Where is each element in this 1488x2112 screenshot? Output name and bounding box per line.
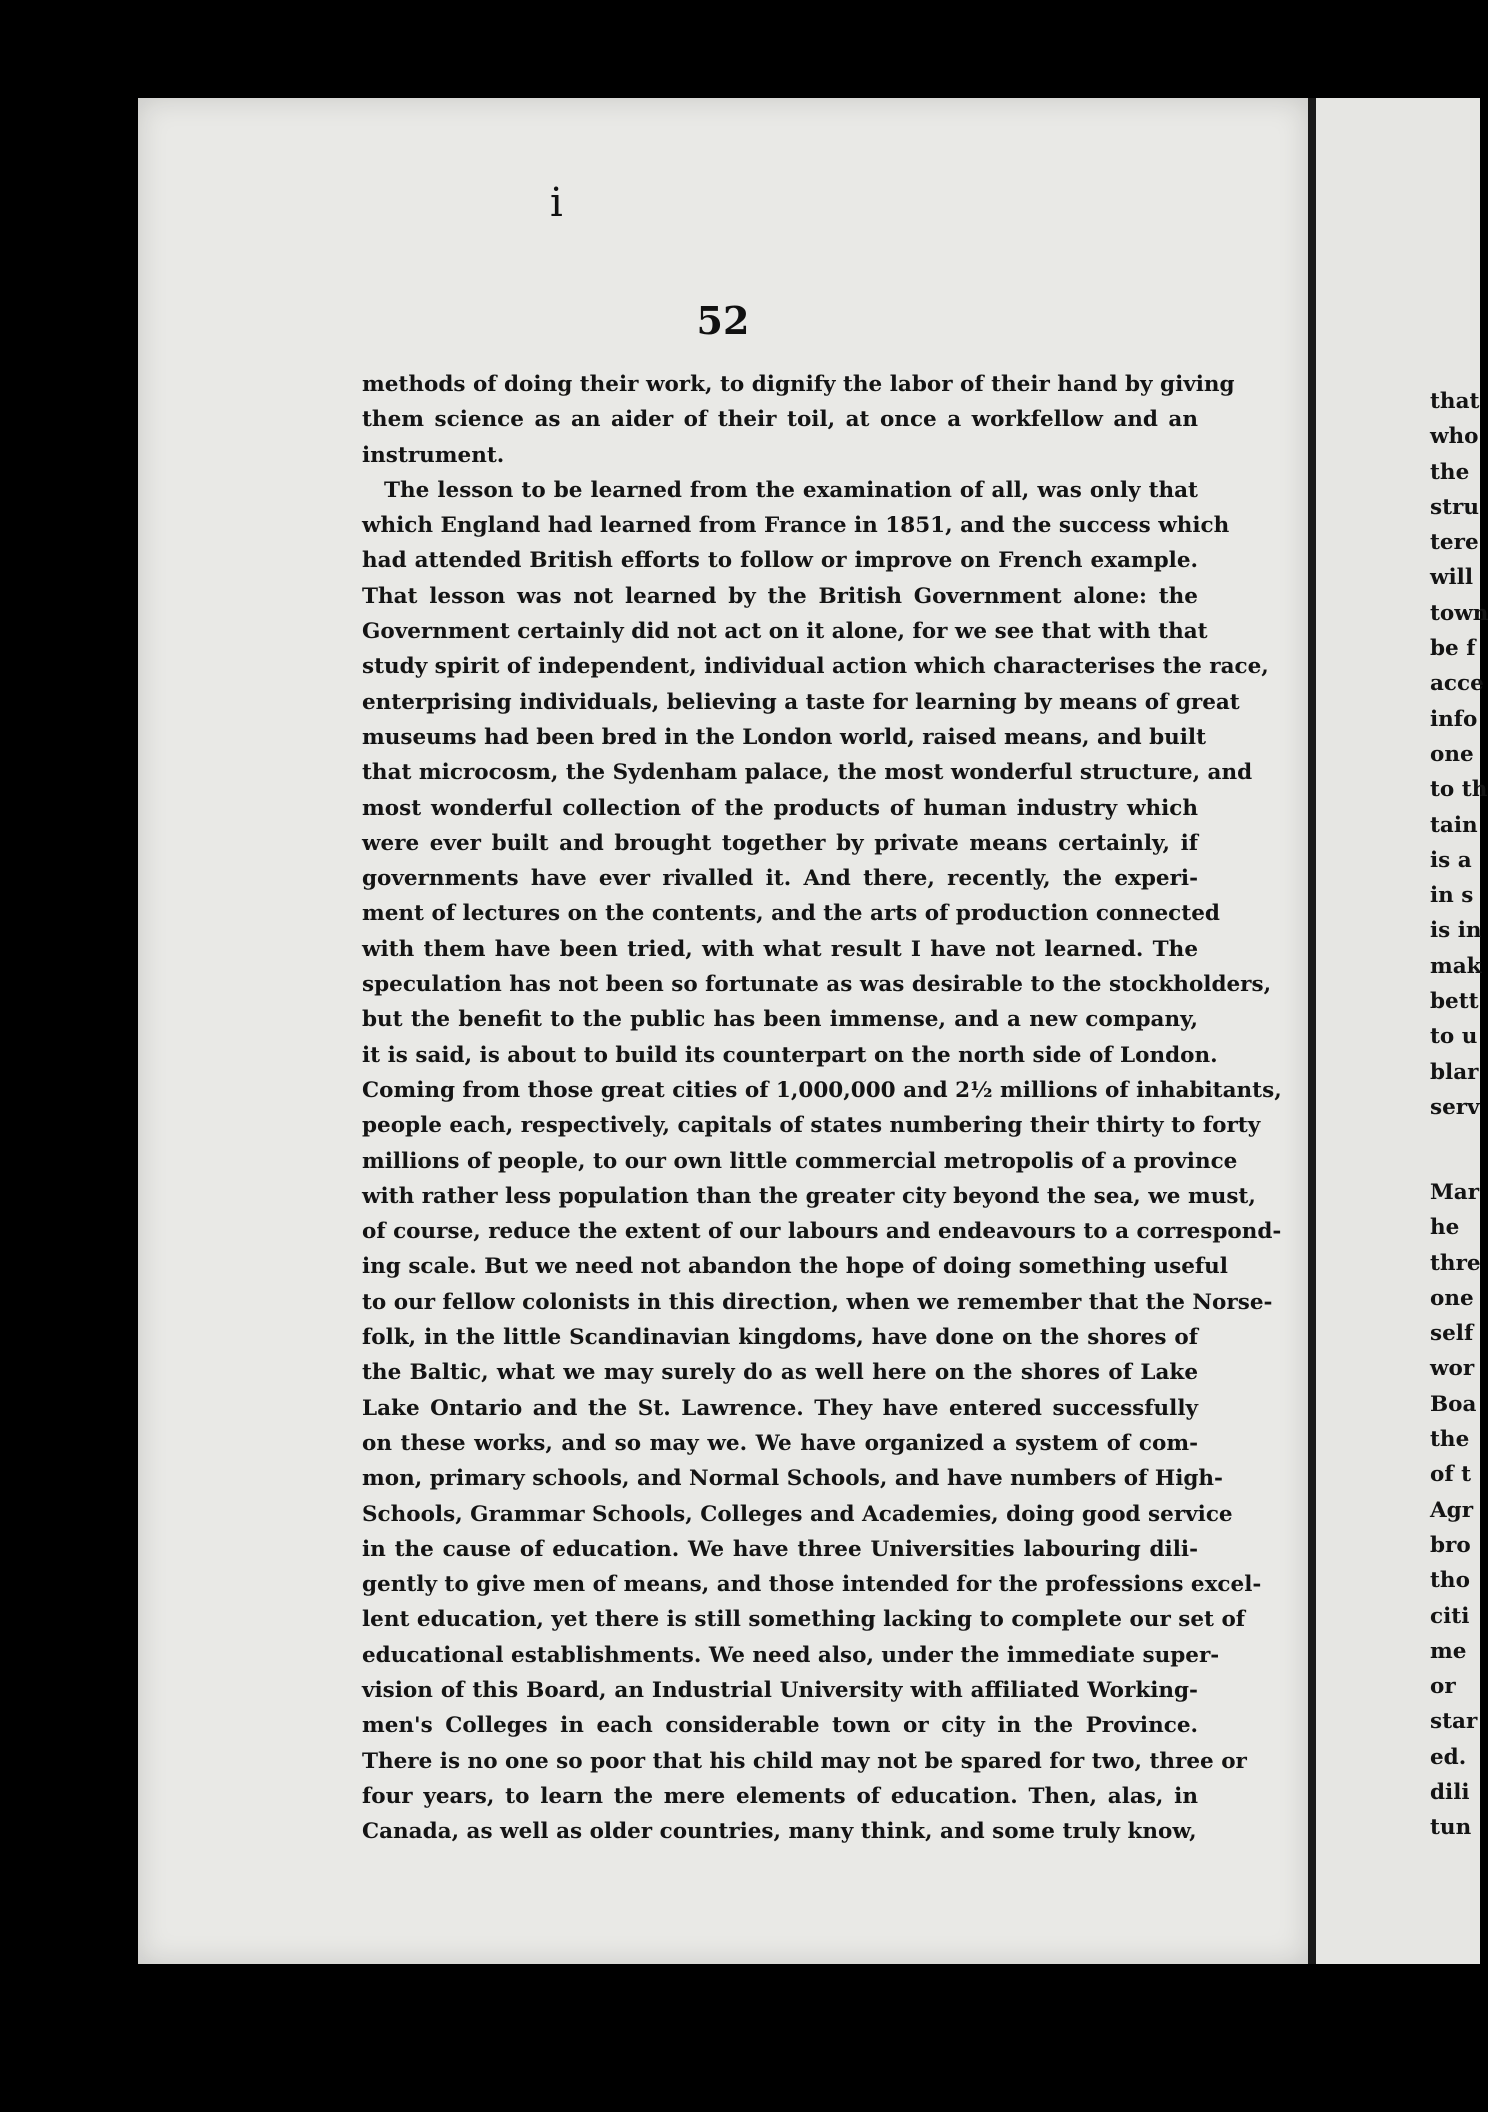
text-line: instrument. [362,442,505,468]
text-line: to our fellow colonists in this direction, when we remember that the Norse- [362,1289,1273,1315]
right-page-line: to th [1430,777,1488,803]
text-line: most wonderful collection of the products of human industry which [362,795,1198,821]
text-line: four years, to learn the mere elements of education. Then, alas, in [362,1783,1198,1809]
text-line: educational establishments. We need also, under the immediate super- [362,1642,1220,1668]
text-line: were ever built and brought together by private means certainly, if [362,830,1198,856]
right-page-line: or [1430,1674,1456,1700]
page-number: 52 [696,298,750,343]
text-line: which England had learned from France in 1851, and the success which [362,513,1230,539]
body-text [362,367,1282,1849]
right-page-line: self [1430,1321,1474,1347]
text-line: ment of lectures on the contents, and the arts of production connected [362,901,1220,927]
right-page-line: Agr [1430,1497,1474,1523]
text-line: of course, reduce the extent of our labours and endeavours to a correspond- [362,1219,1282,1245]
right-page-line: to u [1430,1024,1478,1050]
text-line: vision of this Board, an Industrial University with affiliated Working- [362,1677,1198,1703]
right-page-line: acce [1430,671,1484,697]
text-line: with them have been tried, with what result I have not learned. The [362,936,1198,962]
text-line: That lesson was not learned by the British Government alone: the [362,583,1198,609]
right-page-line: citi [1430,1603,1470,1629]
right-page-line: one [1430,741,1474,767]
right-page-line: Boa [1430,1391,1477,1417]
right-page-line: serv [1430,1094,1480,1120]
right-page-line: bro [1430,1532,1471,1558]
right-page-line: tho [1430,1568,1470,1594]
right-page-line: tun [1430,1815,1472,1841]
text-line: but the benefit to the public has been immense, and a new company, [362,1007,1198,1033]
text-line: governments have ever rivalled it. And there, recently, the experi- [362,866,1198,892]
text-line: with rather less population than the greater city beyond the sea, we must, [362,1183,1256,1209]
right-page-line: dili [1430,1780,1470,1806]
right-page-line: one [1430,1285,1474,1311]
text-line: study spirit of independent, individual action which characterises the race, [362,654,1269,680]
right-page-line: star [1430,1709,1478,1735]
text-line: ing scale. But we need not abandon the hope of doing something useful [362,1254,1228,1280]
right-page-line: that [1430,389,1480,414]
text-line: gently to give men of means, and those intended for the professions excel- [362,1572,1262,1598]
right-page-line: will [1430,565,1474,591]
text-line: on these works, and so may we. We have organized a system of com- [362,1430,1198,1456]
right-page-line: mak [1430,953,1482,979]
right-page-line: info [1430,706,1478,732]
right-page-text-bottom [1430,1175,1481,1846]
right-page-line: is a [1430,847,1472,873]
text-line: The lesson to be learned from the examination of all, was only that [384,477,1198,503]
text-line: enterprising individuals, believing a taste for learning by means of great [362,689,1240,715]
text-line: that microcosm, the Sydenham palace, the most wonderful structure, and [362,760,1253,786]
right-page-line: be f [1430,636,1476,662]
right-page-line: wor [1430,1356,1475,1382]
right-page-line: the [1430,459,1470,485]
right-page-line: me [1430,1638,1467,1664]
right-page-text-top [1430,384,1488,1125]
text-line: it is said, is about to build its counterpart on the north side of London. [362,1042,1218,1068]
text-line: the Baltic, what we may surely do as well here on the shores of Lake [362,1360,1198,1386]
page-gutter [1308,98,1316,1964]
text-line: them science as an aider of their toil, at once a workfellow and an [362,407,1198,433]
right-page-line: in s [1430,883,1474,909]
text-line: in the cause of education. We have three Universities labouring dili- [362,1536,1198,1562]
right-page-line: who [1430,424,1479,450]
text-line: people each, respectively, capitals of states numbering their thirty to forty [362,1113,1261,1139]
text-line: had attended British efforts to follow or improve on French example. [362,548,1198,574]
right-page-line: blar [1430,1059,1479,1085]
text-line: men's Colleges in each considerable town or city in the Province. [362,1713,1198,1739]
text-line: museums had been bred in the London world, raised means, and built [362,724,1207,750]
text-line: Canada, as well as older countries, many think, and some truly know, [362,1819,1197,1845]
text-line: mon, primary schools, and Normal Schools, and have numbers of High- [362,1466,1223,1492]
text-line: millions of people, to our own little commercial metropolis of a province [362,1148,1238,1174]
right-page-line: of t [1430,1462,1472,1488]
right-page-line: tere [1430,530,1479,556]
right-page-line: town [1430,600,1488,626]
text-line: speculation has not been so fortunate as was desirable to the stockholders, [362,972,1272,998]
right-page-line: bett [1430,989,1479,1015]
text-line: Government certainly did not act on it alone, for we see that with that [362,619,1208,645]
right-page-line: ed. [1430,1744,1467,1770]
right-page-line: stru [1430,494,1479,520]
right-page-line: he [1430,1215,1460,1241]
right-page-line: the [1430,1427,1470,1453]
text-line: Lake Ontario and the St. Lawrence. They have entered successfully [362,1395,1198,1421]
text-line: There is no one so poor that his child may not be spared for two, three or [362,1748,1247,1774]
text-line: lent education, yet there is still something lacking to complete our set of [362,1607,1246,1633]
right-page-line: tain [1430,812,1478,838]
right-page-line: thre [1430,1250,1481,1276]
text-line: Schools, Grammar Schools, Colleges and Academies, doing good service [362,1501,1233,1527]
right-page-line: is in [1430,918,1482,944]
text-line: methods of doing their work, to dignify the labor of their hand by giving [362,372,1235,397]
text-line: folk, in the little Scandinavian kingdoms, have done on the shores of [362,1325,1198,1351]
right-page-line: Mar [1430,1180,1480,1205]
margin-mark: i [550,180,563,226]
text-line: Coming from those great cities of 1,000,000 and 2½ millions of inhabitants, [362,1077,1282,1103]
